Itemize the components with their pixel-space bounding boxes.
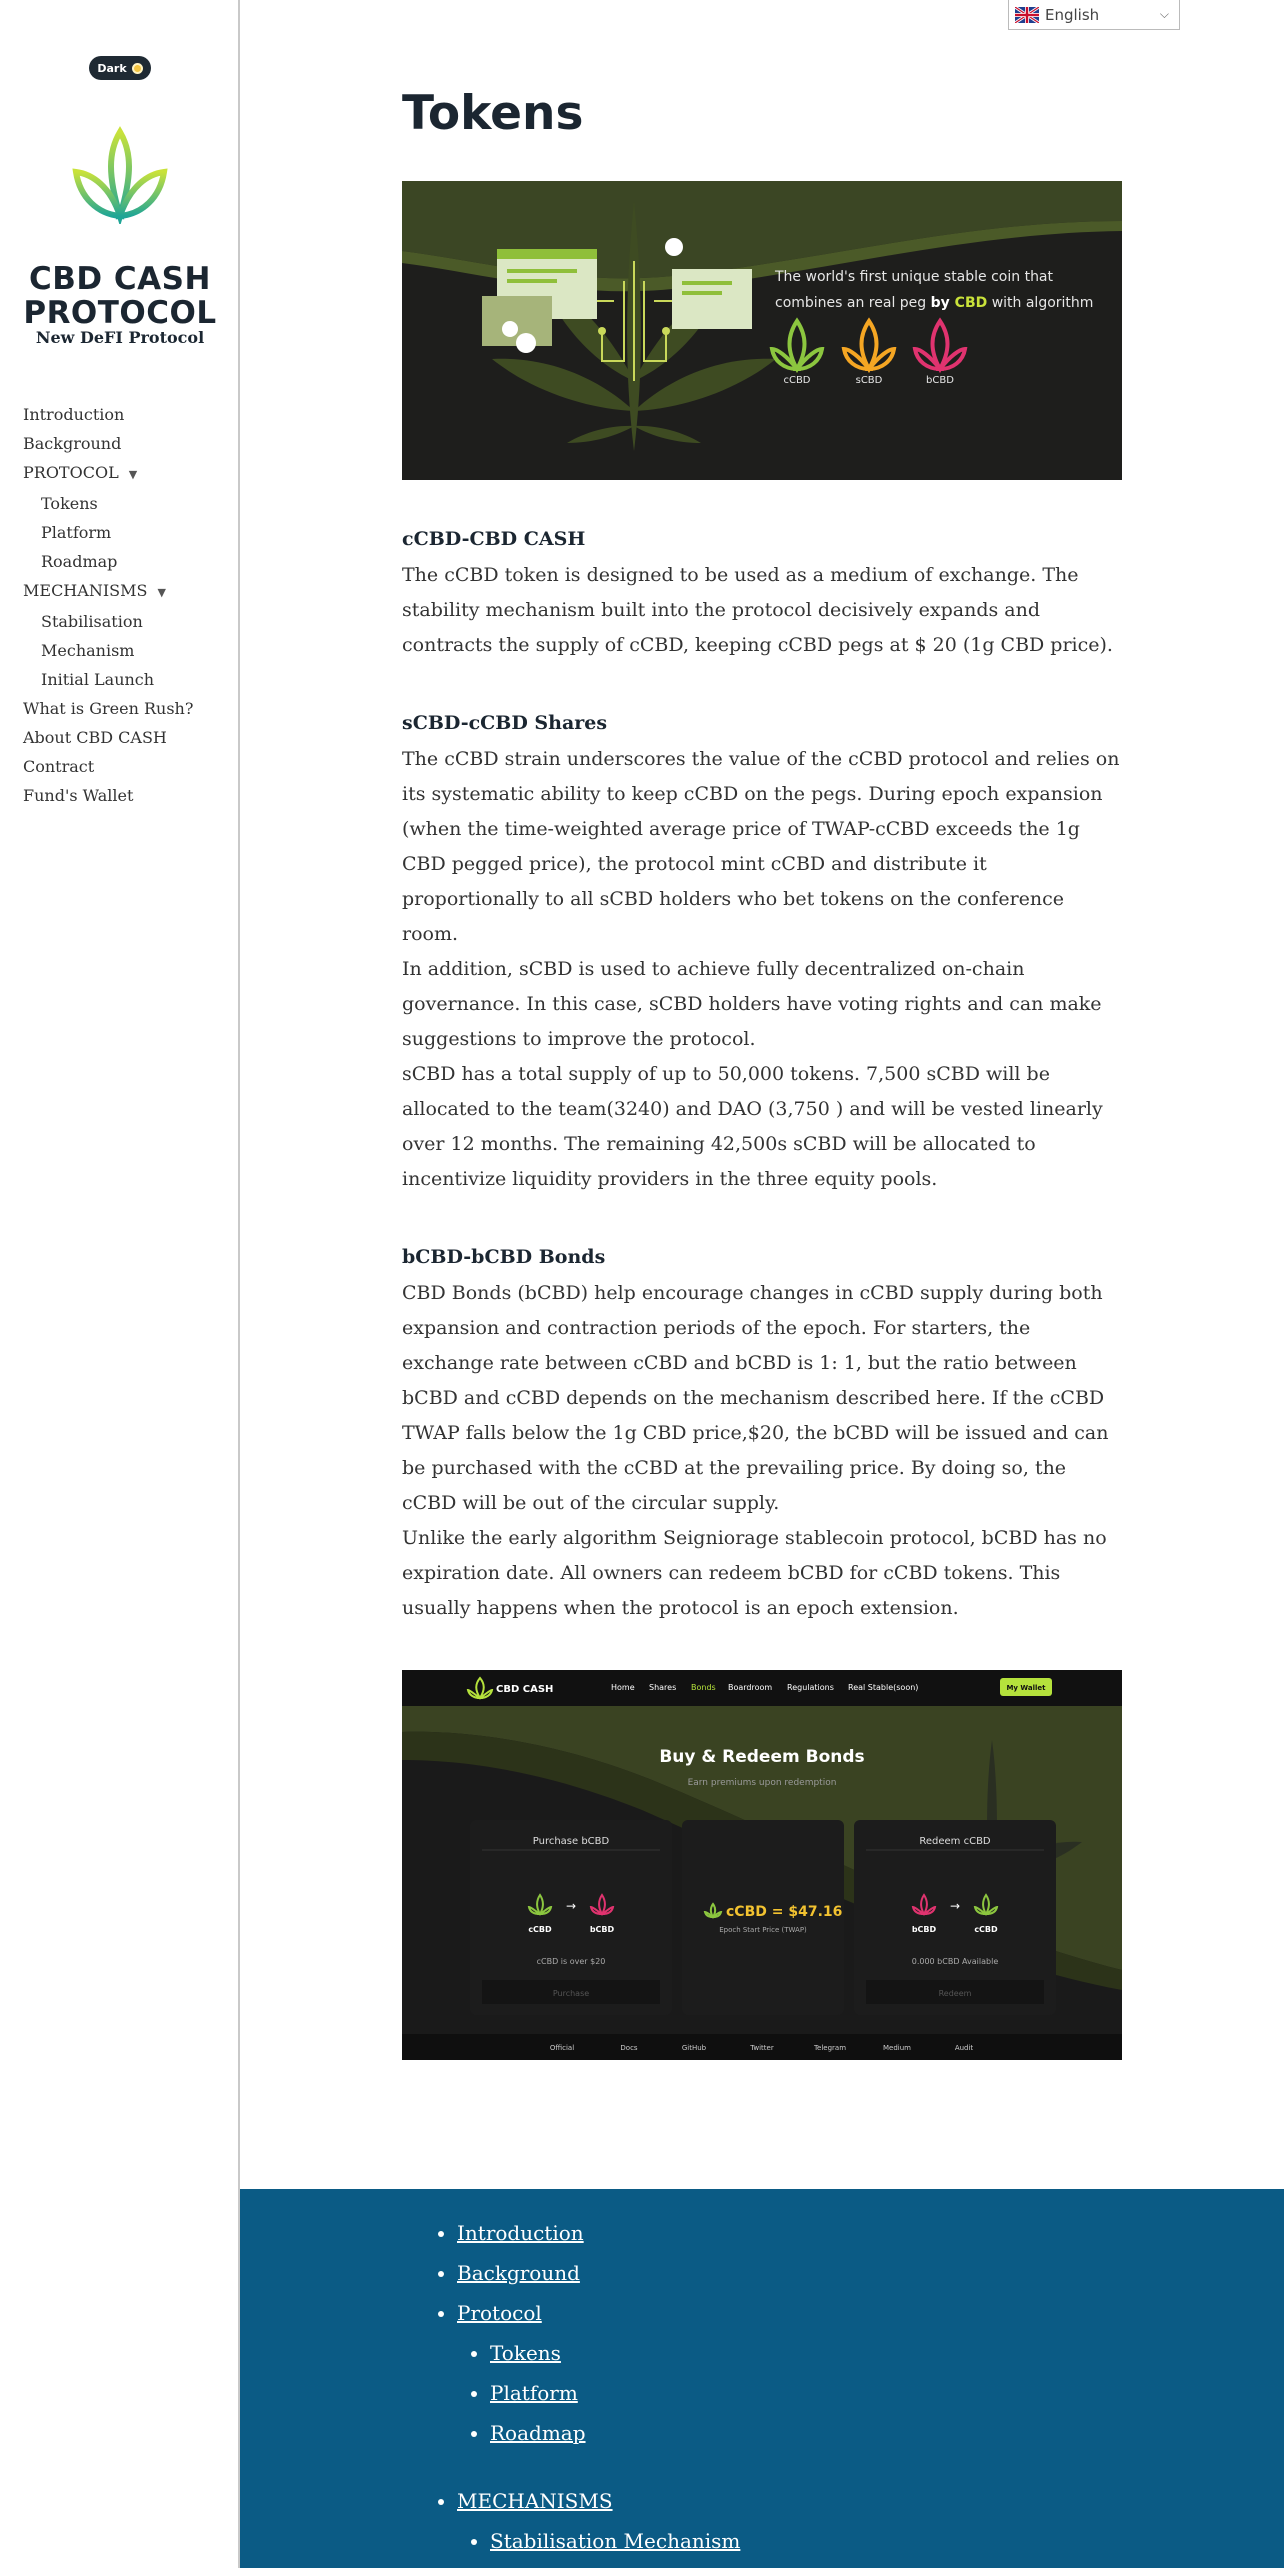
price-value: cCBD = $47.16 [726, 1904, 843, 1920]
footer-link-audit: Audit [954, 2044, 974, 2052]
sidebar-item-label: PROTOCOL [23, 463, 119, 482]
footer-link-background[interactable]: Background [457, 2261, 580, 2285]
sidebar-item-label: MECHANISMS [23, 581, 148, 600]
footer-link-stabilisation[interactable]: Stabilisation Mechanism [490, 2529, 741, 2553]
footer-link-roadmap[interactable]: Roadmap [490, 2421, 586, 2445]
nav-boardroom: Boardroom [728, 1683, 773, 1692]
sidebar-item-label: Fund's Wallet [23, 786, 134, 805]
site-description: New DeFI Protocol [35, 328, 205, 347]
footer-item [490, 2413, 740, 2453]
footer-item [490, 2521, 740, 2561]
redeem-note: 0.000 bCBD Available [911, 1957, 999, 1966]
redeem-from: bCBD [911, 1925, 937, 1934]
footer-subnav [490, 2333, 740, 2453]
footer-link-medium: Medium [883, 2044, 911, 2052]
sidebar-item-label-line2: Mechanism [41, 641, 135, 660]
sidebar-item-contract[interactable] [23, 752, 193, 781]
footer-link-mechanisms[interactable]: MECHANISMS [457, 2489, 613, 2513]
nav-shares: Shares [649, 1683, 677, 1692]
sidebar-item-label: Initial Launch [41, 670, 155, 689]
footer-link-github: GitHub [681, 2044, 707, 2052]
footer-link-telegram: Telegram [813, 2044, 847, 2052]
footer-link-tokens[interactable]: Tokens [490, 2341, 561, 2365]
arrow-right-icon: → [949, 1899, 961, 1913]
uk-flag-icon [1015, 7, 1039, 23]
sidebar-item-roadmap[interactable] [23, 547, 193, 576]
language-select[interactable] [1008, 0, 1180, 30]
price-label: Epoch Start Price (TWAP) [719, 1926, 807, 1934]
nav-home: Home [611, 1683, 635, 1692]
caret-down-icon[interactable]: ▼ [157, 586, 166, 599]
footer-item [457, 2481, 740, 2561]
banner-line2-c: CBD [954, 295, 988, 311]
page-title: Tokens [402, 86, 584, 141]
section-heading-scbd: sCBD-cCBD Shares [402, 712, 608, 734]
sidebar-item-tokens[interactable] [23, 489, 193, 518]
section-paragraph: sCBD has a total supply of up to 50,000 tokens. 7,500 sCBD will be allocated to the team(3240) and DAO (3,750 ) and will be vested linearly over 12 months. The remaining 42,500s sCBD will be allocated to incentivize liquidity providers in the three equity pools. [402, 1063, 1103, 1190]
banner-token-scbd: sCBD [855, 375, 883, 386]
footer-item [457, 2213, 740, 2253]
sun-icon [132, 63, 143, 74]
footer-link-docs: Docs [620, 2044, 638, 2052]
nav-regulations: Regulations [787, 1683, 834, 1692]
footer-link-official: Official [549, 2044, 575, 2052]
redeem-button-label: Redeem [938, 1989, 972, 1998]
sidebar-item-stabilisation-mechanism[interactable] [23, 607, 193, 665]
caret-down-icon[interactable]: ▼ [128, 468, 138, 481]
section-paragraph: The cCBD strain underscores the value of the cCBD protocol and relies on its systematic ability to keep cCBD on the pegs. During epoch expansion (when the time-weighted average price of TWAP-cCBD exceeds the 1g CBD pegged price), the protocol mint cCBD and distribute it proportionally to all sCBD holders who bet tokens on the conference room. [402, 748, 1120, 945]
sidebar-item-label: Tokens [41, 494, 98, 513]
language-select-value: English [1045, 5, 1100, 24]
banner-line2-b: by [930, 295, 955, 311]
sidebar [0, 0, 240, 2568]
banner-token-bcbd: bCBD [926, 375, 954, 386]
footer-item [490, 2333, 740, 2373]
sidebar-item-initial-launch[interactable] [23, 665, 193, 694]
footer-link-twitter: Twitter [750, 2044, 774, 2052]
site-title-line2: PROTOCOL [23, 295, 217, 331]
footer-subnav [490, 2521, 740, 2561]
bonds-app-screenshot [402, 1670, 1122, 2060]
banner-token-ccbd: cCBD [783, 375, 811, 386]
sidebar-item-label: Contract [23, 757, 95, 776]
purchase-button-label: Purchase [552, 1989, 590, 1998]
redeem-title: Redeem cCBD [919, 1836, 991, 1847]
bonds-subheading: Earn premiums upon redemption [687, 1778, 837, 1788]
sidebar-nav [23, 400, 193, 810]
footer-item [490, 2373, 740, 2413]
banner-line2-a: combines an real peg [775, 295, 931, 311]
footer-link-platform[interactable]: Platform [490, 2381, 578, 2405]
wallet-button-label: My Wallet [1006, 1684, 1046, 1692]
redeem-to: cCBD [974, 1925, 998, 1934]
sidebar-item-label: Roadmap [41, 552, 118, 571]
section-paragraph: Unlike the early algorithm Seigniorage stablecoin protocol, bCBD has no expiration date. All owners can redeem bCBD for cCBD tokens. This usually happens when the protocol is an epoch extension. [402, 1527, 1107, 1619]
footer [240, 2189, 1284, 2568]
sidebar-item-label: Stabilisation [41, 612, 143, 631]
chevron-down-icon: ⌵ [1159, 7, 1169, 21]
banner-line1: The world's first unique stable coin that [775, 269, 1054, 285]
sidebar-item-label: Background [23, 434, 122, 453]
section-paragraph: In addition, sCBD is used to achieve fully decentralized on-chain governance. In this case, sCBD holders have voting rights and can make suggestions to improve the protocol. [402, 958, 1102, 1050]
svg-text:combines an real peg by CBD wi [775, 295, 1093, 311]
footer-item [457, 2293, 740, 2453]
bcbd-leaf-icon [915, 321, 965, 369]
bonds-heading: Buy & Redeem Bonds [659, 1747, 865, 1767]
ccbd-leaf-icon [772, 321, 822, 369]
section-heading-bcbd: bCBD-bCBD Bonds [402, 1246, 606, 1268]
purchase-title: Purchase bCBD [532, 1836, 610, 1847]
dark-mode-label: Dark [97, 61, 127, 75]
site-title[interactable] [0, 262, 240, 330]
sidebar-item-about[interactable] [23, 723, 193, 752]
arrow-right-icon: → [565, 1899, 577, 1913]
banner-line2-d: with algorithm [987, 295, 1094, 311]
footer-spacer [457, 2453, 740, 2481]
nav-brand: CBD CASH [496, 1684, 554, 1695]
sidebar-item-green-rush[interactable] [23, 694, 193, 723]
sidebar-item-introduction[interactable] [23, 400, 193, 429]
dark-mode-toggle[interactable] [89, 56, 151, 80]
sidebar-item-protocol[interactable] [23, 458, 193, 489]
sidebar-item-background[interactable] [23, 429, 193, 458]
purchase-from: cCBD [528, 1925, 552, 1934]
footer-link-introduction[interactable]: Introduction [457, 2221, 584, 2245]
cbd-leaf-logo-icon[interactable] [70, 124, 170, 224]
section-paragraph: CBD Bonds (bCBD) help encourage changes in cCBD supply during both expansion and contraction periods of the epoch. For starters, the exchange rate between cCBD and bCBD is 1: 1, but the ratio between bCBD and cCBD depends on the mechanism described here. If the cCBD TWAP falls below the 1g CBD price,$20, the bCBD will be issued and can be purchased with the cCBD at the prevailing price. By doing so, the cCBD will be out of the circular supply. [402, 1282, 1109, 1514]
sidebar-item-label: Introduction [23, 405, 125, 424]
sidebar-item-label: What is Green Rush? [23, 699, 194, 718]
sidebar-item-label: Platform [41, 523, 112, 542]
footer-item [457, 2253, 740, 2293]
scbd-leaf-icon [844, 321, 894, 369]
nav-real-stable: Real Stable(soon) [848, 1683, 919, 1692]
sidebar-item-platform[interactable] [23, 518, 193, 547]
sidebar-item-mechanisms[interactable] [23, 576, 193, 607]
nav-bonds: Bonds [691, 1683, 716, 1692]
section-paragraph: The cCBD token is designed to be used as a medium of exchange. The stability mechanism built into the protocol decisively expands and contracts the supply of cCBD, keeping cCBD pegs at $ 20 (1g CBD price). [402, 564, 1113, 656]
site-title-line1: CBD CASH [29, 261, 211, 297]
sidebar-item-label: About CBD CASH [23, 728, 167, 747]
footer-nav [457, 2213, 740, 2561]
purchase-to: bCBD [589, 1925, 615, 1934]
purchase-note: cCBD is over $20 [536, 1957, 606, 1966]
section-heading-ccbd: cCBD-CBD CASH [402, 528, 586, 550]
tokens-banner-image [402, 181, 1122, 480]
footer-link-protocol[interactable]: Protocol [457, 2301, 542, 2325]
sidebar-item-funds-wallet[interactable] [23, 781, 193, 810]
